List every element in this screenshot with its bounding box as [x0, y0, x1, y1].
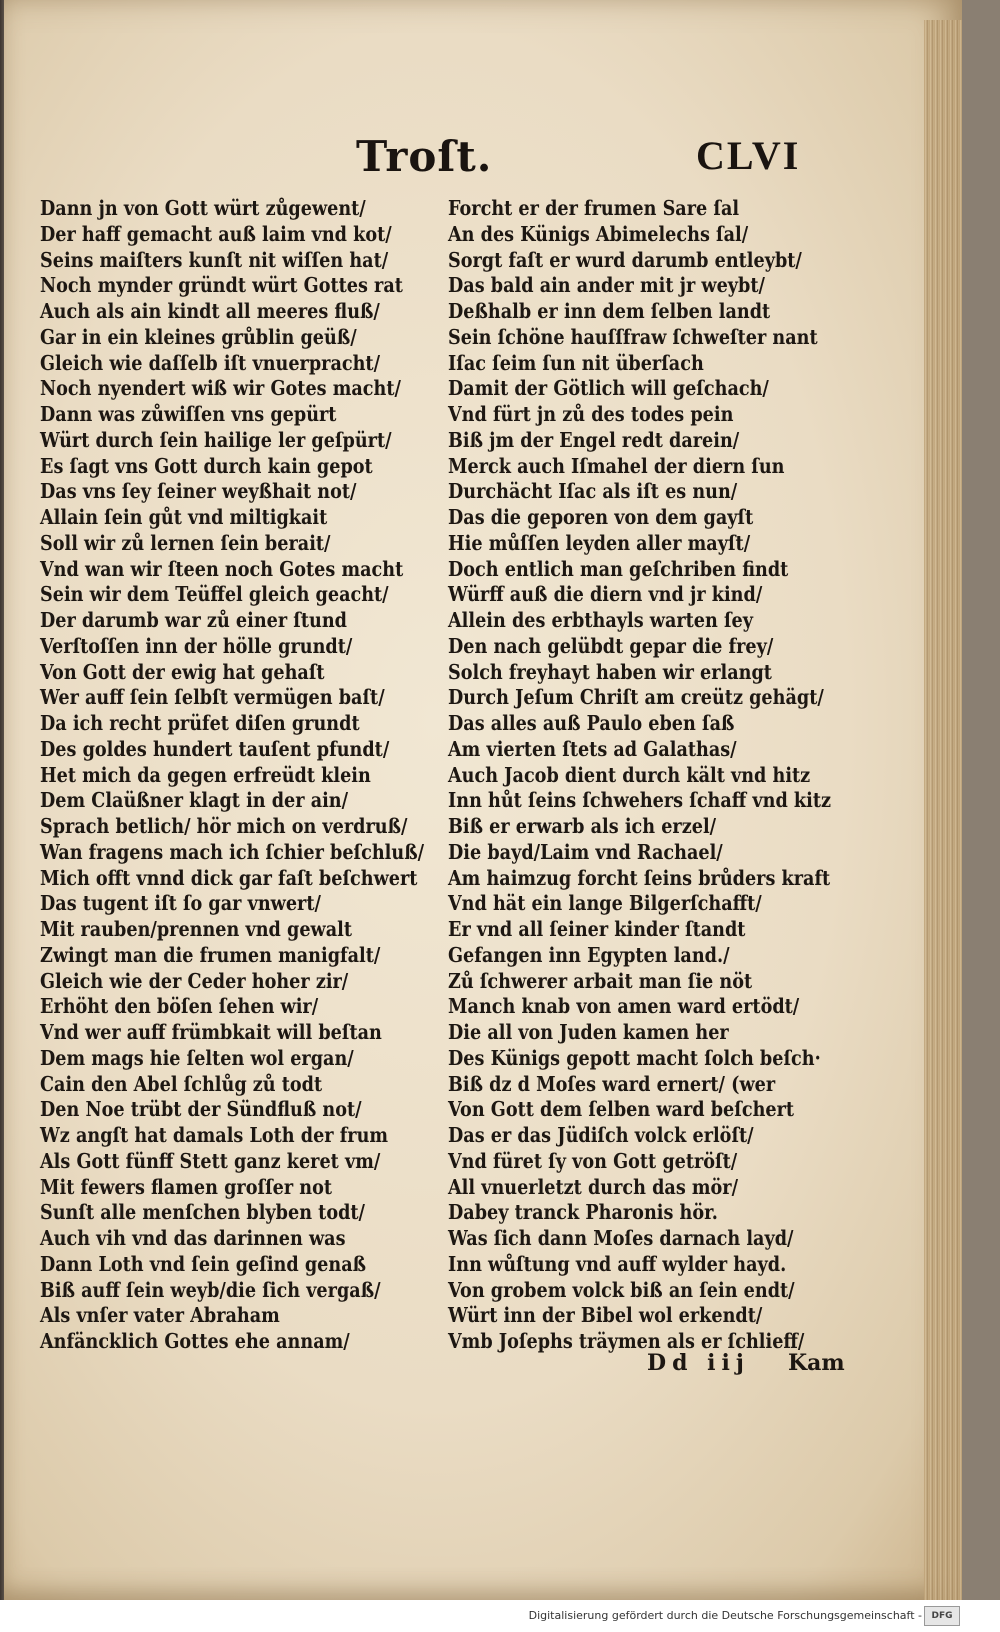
text-line: Zů ſchwerer arbait man ſie nöt	[448, 968, 753, 993]
text-line: Was ſich dann Moſes darnach layd/	[448, 1226, 794, 1250]
text-line: Das die geporen von dem gayſt	[448, 505, 754, 529]
text-line: Noch mynder gründt würt Gottes rat	[40, 273, 403, 298]
text-line: Allein des erbthayls warten ſey	[448, 608, 754, 632]
folio-number: CLVI	[696, 133, 801, 178]
text-line: Dann was zůwiſſen vns gepürt	[40, 402, 337, 426]
text-line: Verſtoſſen inn der hölle grundt/	[40, 633, 353, 658]
text-line: Gleich wie daſſelb iſt vnuerpracht/	[40, 350, 381, 375]
text-line: Zwingt man die frumen manigfalt/	[40, 942, 381, 967]
text-line: Sorgt faſt er wurd darumb entleybt/	[448, 247, 802, 272]
text-line: Biß auff ſein weyb/die ſich vergaß/	[40, 1277, 381, 1302]
text-line: Vnd fürt jn zů des todes pein	[448, 402, 734, 426]
text-line: Von Gott der ewig hat gehaſt	[40, 659, 325, 684]
text-line: Dabey tranck Pharonis hör.	[448, 1200, 718, 1225]
text-line: Noch nyendert wiß wir Gotes macht/	[40, 376, 401, 401]
book-page	[4, 0, 962, 1600]
text-line: Das bald ain ander mit jr weybt/	[448, 273, 765, 298]
text-line: Mit rauben/prennen vnd gewalt	[40, 917, 352, 941]
text-line: Erhöht den böſen ſehen wir/	[40, 994, 319, 1019]
text-line: Auch Jacob dient durch kält vnd hitz	[448, 762, 811, 787]
text-line: Vnd füret ſy von Gott getröſt/	[448, 1148, 738, 1173]
text-line: Sunſt alle menſchen blyben todt/	[40, 1200, 365, 1225]
text-line: Inn wůſtung vnd auff wylder hayd.	[448, 1251, 787, 1276]
text-line: Den nach gelübdt gepar die frey/	[448, 633, 774, 658]
text-line: Das tugent iſt ſo gar vnwert/	[40, 891, 321, 916]
text-line: Würt durch ſein hailige ler geſpürt/	[40, 427, 392, 452]
text-line: Dann Loth vnd ſein geſind genaß	[40, 1251, 367, 1276]
text-line: Sein ſchöne hauſſfraw ſchweſter nant	[448, 324, 818, 349]
text-line: Die bayd/Laim vnd Rachael/	[448, 839, 723, 864]
text-line: Allain ſein gůt vnd miltigkait	[40, 505, 328, 529]
text-line: Das vns ſey ſeiner weyßhait not/	[40, 479, 357, 504]
text-line: Het mich da gegen erfreüdt klein	[40, 762, 371, 787]
text-line: Das alles auß Paulo eben ſaß	[448, 711, 735, 735]
text-line: Es ſagt vns Gott durch kain gepot	[40, 453, 373, 478]
text-line: Durch Jeſum Chriſt am creütz gehägt/	[448, 685, 824, 710]
text-line: Von grobem volck biß an ſein endt/	[448, 1277, 795, 1302]
text-line: Dann jn von Gott würt zůgewent/	[40, 196, 366, 220]
text-line: Doch entlich man geſchriben findt	[448, 556, 789, 581]
text-line: Vnd wer auff frümbkait will beſtan	[40, 1020, 382, 1044]
running-title: Troſt.	[356, 132, 493, 181]
text-line: Biß er erwarb als ich erzel/	[448, 814, 717, 838]
text-line: Würt inn der Bibel wol erkendt/	[448, 1303, 763, 1328]
text-line: Als Gott fünff Stett ganz keret vm/	[40, 1148, 381, 1173]
text-line: Hie můſſen leyden aller mayſt/	[448, 530, 751, 555]
text-line: Forcht er der frumen Sare ſal	[448, 196, 740, 220]
text-line: Als vnſer vater Abraham	[40, 1303, 280, 1328]
text-line: Vnd wan wir ſteen noch Gotes macht	[40, 556, 404, 581]
text-line: Gefangen inn Egypten land./	[448, 942, 730, 967]
text-line: All vnuerletzt durch das mör/	[448, 1174, 739, 1199]
text-line: Gar in ein kleines grůblin geüß/	[40, 324, 357, 349]
text-line: Seins maiſters kunſt nit wiſſen hat/	[40, 247, 389, 272]
text-line: Mit fewers flamen groſſer not	[40, 1174, 333, 1199]
text-line: Er vnd all ſeiner kinder ſtandt	[448, 917, 746, 941]
credit-text: Digitalisierung gefördert durch die Deutsche Forschungsgemeinschaft -	[528, 1609, 922, 1622]
text-line: Biß dz d Moſes ward ernert/ (wer	[448, 1071, 776, 1096]
right-text-column	[448, 196, 831, 1355]
text-line: Durchächt Iſac als iſt es nun/	[448, 479, 738, 504]
text-line: Solch freyhayt haben wir erlangt	[448, 659, 772, 684]
text-line: Der haff gemacht auß laim vnd kot/	[40, 221, 392, 246]
left-text-column	[40, 196, 424, 1355]
text-line: Des Künigs gepott macht ſolch beſch·	[448, 1045, 821, 1070]
signature-mark: Dd iij	[647, 1350, 750, 1376]
text-line: Manch knab von amen ward ertödt/	[448, 994, 800, 1019]
text-line: Dem Claüßner klagt in der ain/	[40, 788, 349, 813]
credit-bar	[0, 1600, 1000, 1632]
text-line: Gleich wie der Ceder hoher zir/	[40, 968, 349, 993]
text-line: Da ich recht prüfet diſen grundt	[40, 711, 360, 735]
text-line: Von Gott dem ſelben ward beſchert	[448, 1097, 795, 1122]
text-line: Damit der Götlich will geſchach/	[448, 376, 769, 401]
text-line: Biß jm der Engel redt darein/	[448, 427, 740, 452]
text-line: Wer auff ſein ſelbſt vermügen baſt/	[40, 685, 385, 710]
text-line: Cain den Abel ſchlůg zů todt	[40, 1071, 323, 1096]
page-edge-stack	[924, 20, 962, 1600]
text-line: Wz angſt hat damals Loth der frum	[40, 1123, 389, 1147]
text-line: Sprach betlich/ hör mich on verdruß/	[40, 814, 408, 838]
text-line: Des goldes hundert tauſent pfundt/	[40, 736, 390, 761]
text-line: Mich offt vnnd dick gar faſt beſchwert	[40, 865, 418, 890]
text-line: Die all von Juden kamen her	[448, 1020, 729, 1044]
text-line: Am haimzug forcht ſeins brůders kraft	[448, 865, 831, 890]
text-line: Das er das Jüdiſch volck erlöſt/	[448, 1123, 754, 1147]
text-line: Auch vih vnd das darinnen was	[40, 1226, 346, 1250]
text-line: Der darumb war zů einer ſtund	[40, 608, 347, 632]
text-line: Iſac ſeim ſun nit überſach	[448, 350, 704, 375]
text-line: Auch als ain kindt all meeres fluß/	[40, 299, 380, 323]
text-line: Am vierten ſtets ad Galathas/	[448, 736, 737, 761]
text-line: Deßhalb er inn dem ſelben landt	[448, 299, 771, 323]
text-line: Merck auch Iſmahel der diern ſun	[448, 453, 785, 478]
text-line: Soll wir zů lernen ſein berait/	[40, 530, 331, 555]
text-line: Vmb Joſephs träymen als er ſchlieff/	[448, 1329, 805, 1353]
dfg-logo: DFG	[924, 1606, 960, 1626]
catchword: Kam	[788, 1350, 845, 1376]
text-line: Würff auß die diern vnd jr kind/	[448, 582, 763, 607]
text-line: Wan fragens mach ich ſchier beſchluß/	[40, 839, 425, 864]
text-line: Den Noe trübt der Sündfluß not/	[40, 1097, 362, 1122]
text-line: Inn hůt ſeins ſchwehers ſchaff vnd kitz	[448, 788, 832, 813]
text-line: Dem mags hie ſelten wol ergan/	[40, 1045, 354, 1070]
text-line: An des Künigs Abimelechs ſal/	[448, 221, 749, 246]
text-line: Anfäncklich Gottes ehe annam/	[40, 1329, 350, 1353]
text-line: Vnd hät ein lange Bilgerſchafft/	[448, 891, 762, 916]
text-line: Sein wir dem Teüffel gleich geacht/	[40, 582, 389, 607]
